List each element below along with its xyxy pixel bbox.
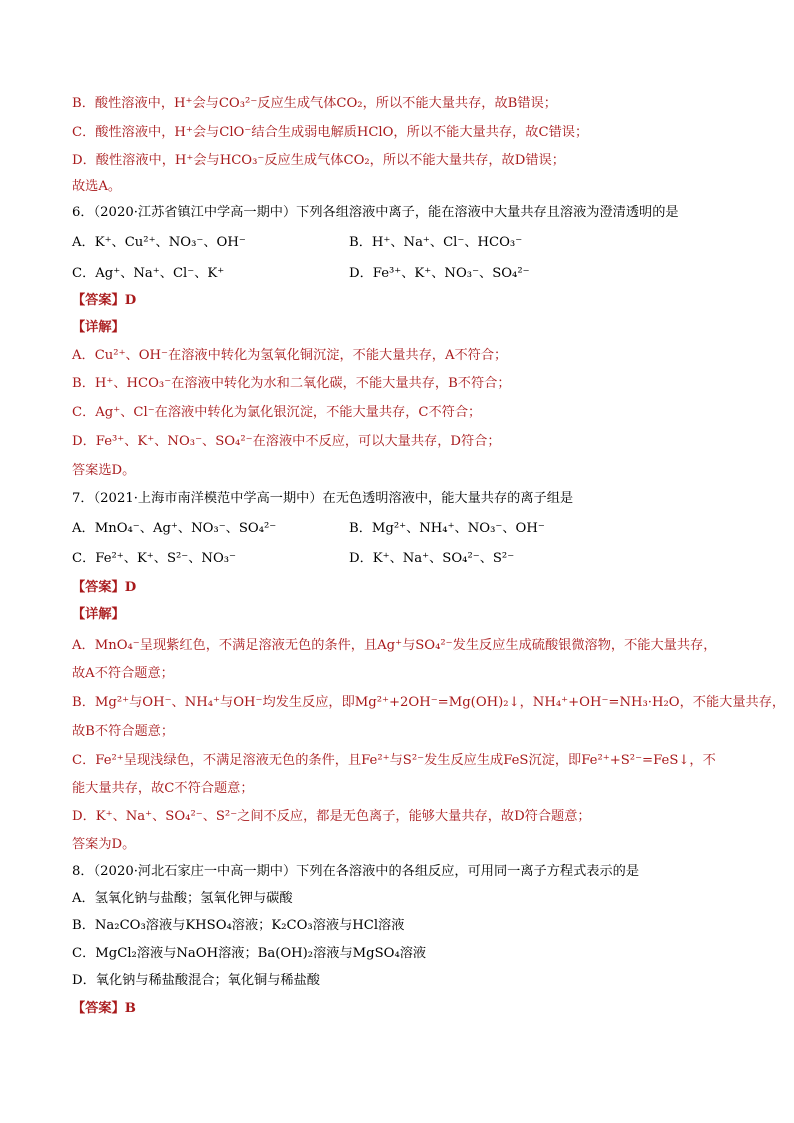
answer-conclusion: 故选A。 <box>72 179 122 194</box>
question-6-option-a: A．K⁺、Cu²⁺、NO₃⁻、OH⁻ <box>72 235 246 250</box>
explanation-line: C．Fe²⁺呈现浅绿色，不满足溶液无色的条件，且Fe²⁺与S²⁻发生反应生成FeS沉淀，即Fe²⁺+S²⁻=FeS↓，不 <box>72 753 716 768</box>
explanation-line: D．K⁺、Na⁺、SO₄²⁻、S²⁻之间不反应，都是无色离子，能够大量共存，故D符合题意； <box>72 809 591 824</box>
explanation-line-b: B．酸性溶液中，H⁺会与CO₃²⁻反应生成气体CO₂，所以不能大量共存，故B错误； <box>72 96 557 111</box>
question-8-stem: 8．（2020·河北石家庄一中高一期中）下列在各溶液中的各组反应，可用同一离子方程式表示的是 <box>72 864 640 879</box>
explanation-line: C．Ag⁺、Cl⁻在溶液中转化为氯化银沉淀，不能大量共存，C不符合； <box>72 405 482 420</box>
question-7-stem: 7．（2021·上海市南洋模范中学高一期中）在无色透明溶液中，能大量共存的离子组是 <box>72 491 574 506</box>
question-7-option-b: B．Mg²⁺、NH₄⁺、NO₃⁻、OH⁻ <box>349 521 545 536</box>
explanation-label: 【详解】 <box>72 607 125 622</box>
question-8-option-a: A．氢氧化钠与盐酸；氢氧化钾与碳酸 <box>72 891 293 906</box>
question-6-stem: 6．（2020·江苏省镇江中学高一期中）下列各组溶液中离子，能在溶液中大量共存且溶液为澄清透明的是 <box>72 205 679 220</box>
explanation-line: B．H⁺、HCO₃⁻在溶液中转化为水和二氧化碳，不能大量共存，B不符合； <box>72 376 511 391</box>
explanation-label: 【详解】 <box>72 320 125 335</box>
question-7-option-c: C．Fe²⁺、K⁺、S²⁻、NO₃⁻ <box>72 551 237 566</box>
question-8-option-b: B．Na₂CO₃溶液与KHSO₄溶液；K₂CO₃溶液与HCl溶液 <box>72 918 405 933</box>
answer-conclusion: 答案为D。 <box>72 837 136 852</box>
question-6-option-b: B．H⁺、Na⁺、Cl⁻、HCO₃⁻ <box>349 235 523 250</box>
explanation-line-c: C．酸性溶液中，H⁺会与ClO⁻结合生成弱电解质HClO，所以不能大量共存，故C错误； <box>72 125 589 140</box>
question-7-option-a: A．MnO₄⁻、Ag⁺、NO₃⁻、SO₄²⁻ <box>72 521 277 536</box>
question-8-option-c: C．MgCl₂溶液与NaOH溶液；Ba(OH)₂溶液与MgSO₄溶液 <box>72 946 427 961</box>
explanation-line: B．Mg²⁺与OH⁻、NH₄⁺与OH⁻均发生反应，即Mg²⁺+2OH⁻=Mg(OH)₂↓，NH₄⁺+OH⁻=NH₃·H₂O，不能大量共存， <box>72 695 786 710</box>
question-6-option-c: C．Ag⁺、Na⁺、Cl⁻、K⁺ <box>72 266 225 281</box>
explanation-line: A．MnO₄⁻呈现紫红色，不满足溶液无色的条件，且Ag⁺与SO₄²⁻发生反应生成硫酸银微溶物，不能大量共存， <box>72 638 717 653</box>
answer-conclusion: 答案选D。 <box>72 463 136 478</box>
explanation-line: 能大量共存，故C不符合题意； <box>72 781 254 796</box>
question-7-option-d: D．K⁺、Na⁺、SO₄²⁻、S²⁻ <box>349 551 515 566</box>
answer-label: 【答案】B <box>72 1001 136 1016</box>
explanation-line-d: D．酸性溶液中，H⁺会与HCO₃⁻反应生成气体CO₂，所以不能大量共存，故D错误； <box>72 153 565 168</box>
explanation-line: 故A不符合题意； <box>72 666 174 681</box>
question-6-option-d: D．Fe³⁺、K⁺、NO₃⁻、SO₄²⁻ <box>349 266 530 281</box>
answer-label: 【答案】D <box>72 580 137 595</box>
question-8-option-d: D．氧化钠与稀盐酸混合；氧化铜与稀盐酸 <box>72 973 320 988</box>
explanation-line: D．Fe³⁺、K⁺、NO₃⁻、SO₄²⁻在溶液中不反应，可以大量共存，D符合； <box>72 434 501 449</box>
explanation-line: A．Cu²⁺、OH⁻在溶液中转化为氢氧化铜沉淀，不能大量共存，A不符合； <box>72 348 508 363</box>
answer-label: 【答案】D <box>72 293 137 308</box>
explanation-line: 故B不符合题意； <box>72 724 175 739</box>
